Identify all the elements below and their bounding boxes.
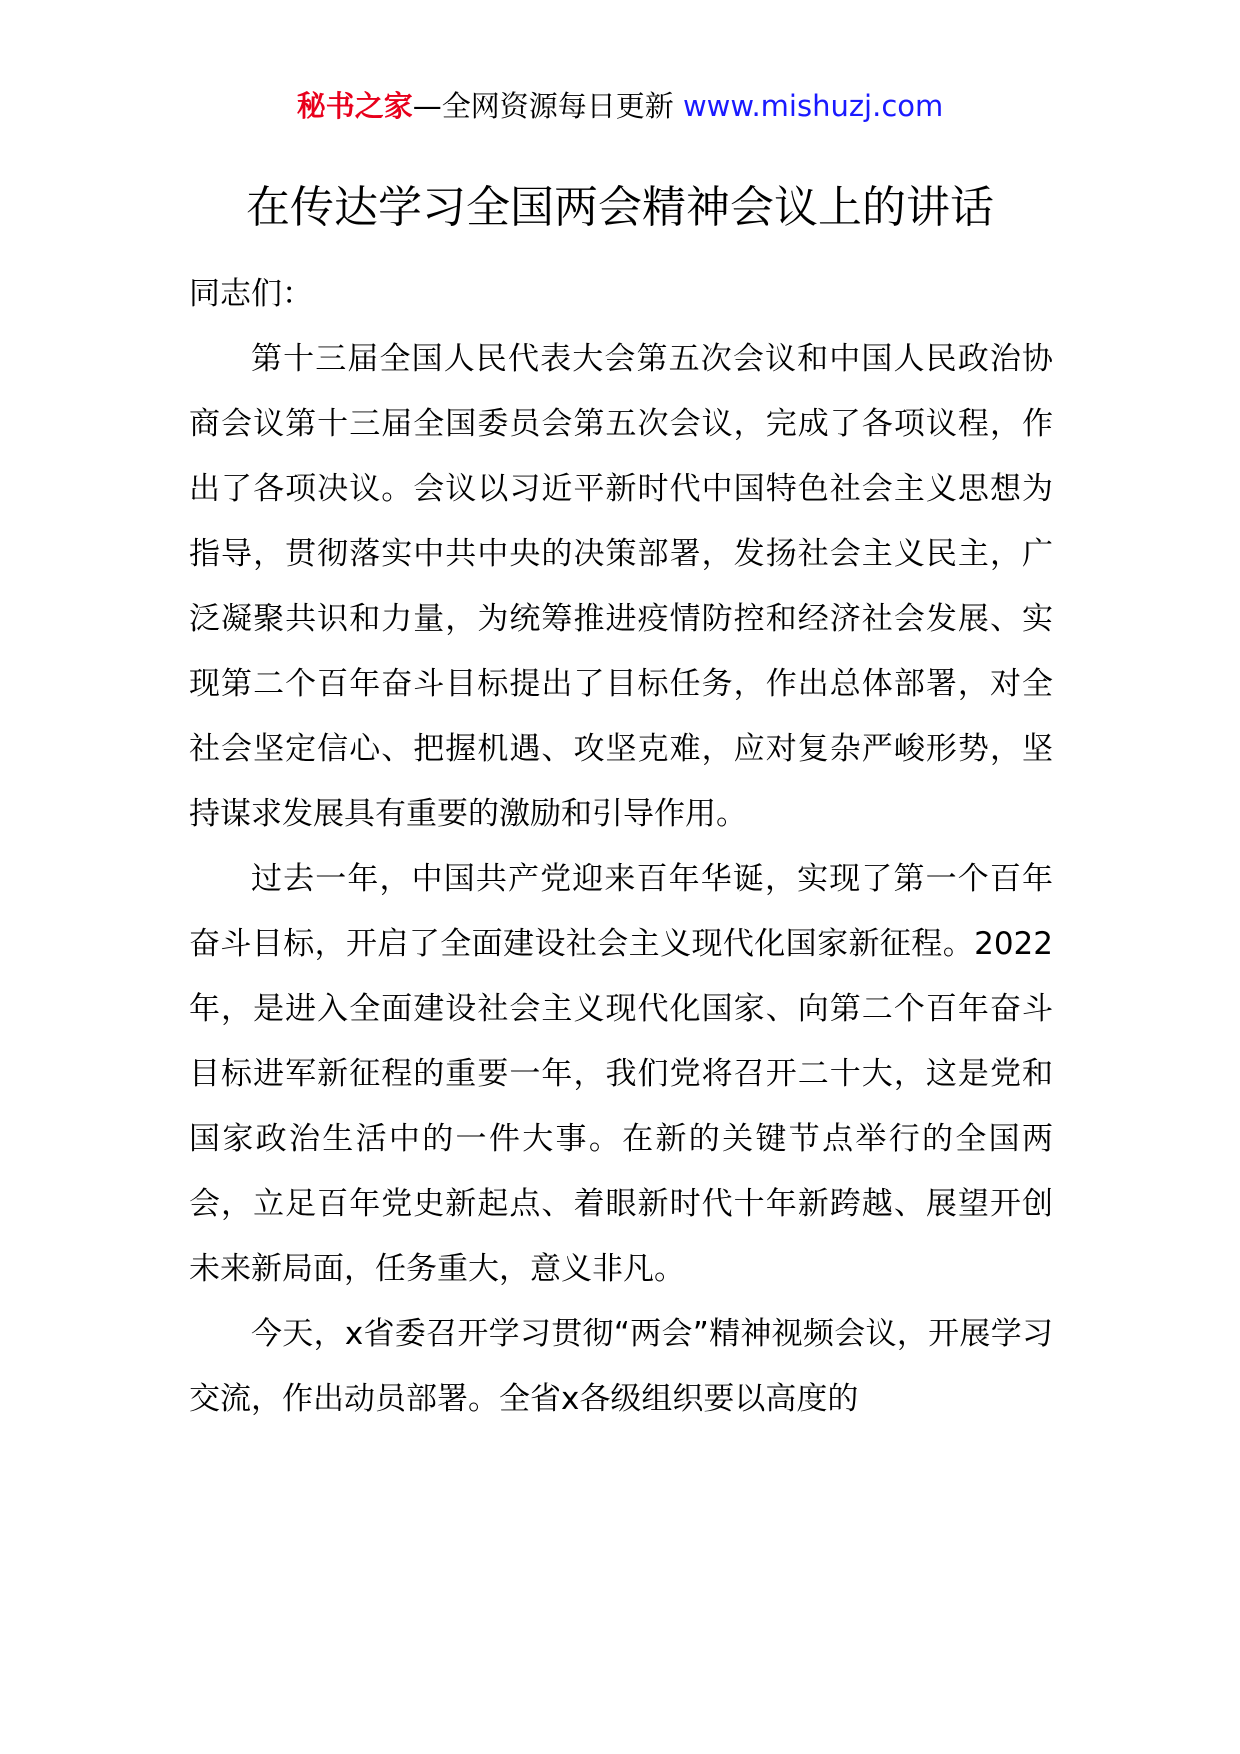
- page-header: [0, 86, 1240, 126]
- header-slogan: —全网资源每日更新: [412, 89, 683, 123]
- document-title: 在传达学习全国两会精神会议上的讲话: [246, 182, 994, 233]
- paragraph-1: 第十三届全国人民代表大会第五次会议和中国人民政治协商会议第十三届全国委员会第五次会议，完成了各项议程，作出了各项决议。会议以习近平新时代中国特色社会主义思想为指导，贯彻落实中共中央的决策部署，发扬社会主义民主，广泛凝聚共识和力量，为统筹推进疫情防控和经济社会发展、实现第二个百年奋斗目标提出了目标任务，作出总体部署，对全社会坚定信心、把握机遇、攻坚克难，应对复杂严峻形势，坚持谋求发展具有重要的激励和引导作用。: [189, 341, 1053, 832]
- salutation: 同志们：: [189, 276, 313, 312]
- document-body: [189, 262, 1053, 1432]
- paragraph-3: 今天，x省委召开学习贯彻“两会”精神视频会议，开展学习交流，作出动员部署。全省x各级组织要以高度的: [189, 1316, 1053, 1417]
- paragraph-2: 过去一年，中国共产党迎来百年华诞，实现了第一个百年奋斗目标，开启了全面建设社会主义现代化国家新征程。2022年，是进入全面建设社会主义现代化国家、向第二个百年奋斗目标进军新征程的重要一年，我们党将召开二十大，这是党和国家政治生活中的一件大事。在新的关键节点举行的全国两会，立足百年党史新起点、着眼新时代十年新跨越、展望开创未来新局面，任务重大，意义非凡。: [189, 861, 1053, 1287]
- brand-name: 秘书之家: [296, 89, 413, 123]
- website-link[interactable]: www.mishuzj.com: [682, 89, 944, 123]
